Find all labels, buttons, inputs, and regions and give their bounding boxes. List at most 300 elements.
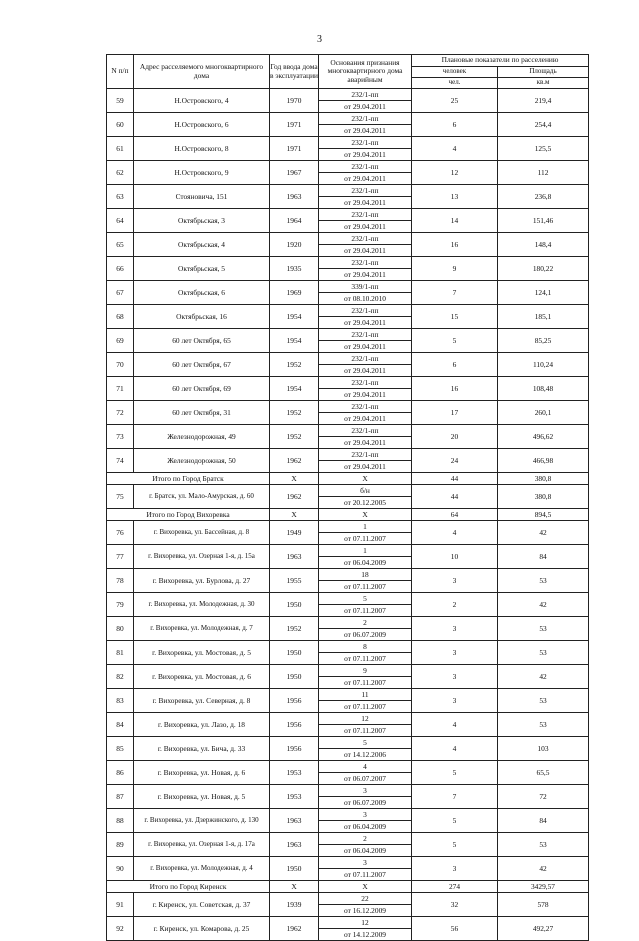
row-address: г. Вихоревка, ул. Лазо, д. 18 (134, 713, 270, 737)
row-people: 3 (412, 665, 498, 689)
basis-date: от 14.12.2006 (344, 750, 386, 759)
row-area: 85,25 (498, 329, 589, 353)
row-area: 496,62 (498, 425, 589, 449)
row-number: 68 (107, 305, 134, 329)
basis-number: 5 (319, 593, 411, 605)
header-basis: Основания признания многоквартирного дома аварийным (319, 55, 412, 89)
basis-number: 232/1-пп (319, 233, 411, 245)
row-number: 76 (107, 521, 134, 545)
row-basis (319, 281, 412, 305)
row-address: г. Вихоревка, ул. Озерная 1-я, д. 17а (134, 833, 270, 857)
table-row (107, 545, 589, 569)
row-number: 65 (107, 233, 134, 257)
row-address: г. Киренск, ул. Комарова, д. 25 (134, 917, 270, 941)
basis-number: 232/1-пп (319, 257, 411, 269)
table-row (107, 425, 589, 449)
table-header (107, 55, 589, 89)
row-number: 69 (107, 329, 134, 353)
row-area: 103 (498, 737, 589, 761)
row-basis (319, 713, 412, 737)
basis-date: от 29.04.2011 (344, 198, 386, 207)
basis-date: от 07.11.2007 (344, 582, 386, 591)
header-area: Площадь (498, 67, 589, 78)
total-people: 64 (412, 509, 498, 521)
total-area: 380,8 (498, 473, 589, 485)
total-people: 44 (412, 473, 498, 485)
row-address: г. Вихоревка, ул. Дзержинского, д. 130 (134, 809, 270, 833)
table-row (107, 161, 589, 185)
basis-date: от 16.12.2009 (344, 906, 386, 915)
row-basis (319, 569, 412, 593)
row-people: 4 (412, 521, 498, 545)
table-row (107, 713, 589, 737)
row-area: 42 (498, 521, 589, 545)
row-year: 1962 (270, 917, 319, 941)
basis-date: от 07.11.2007 (344, 870, 386, 879)
basis-date: от 08.10.2010 (344, 294, 386, 303)
row-area: 42 (498, 593, 589, 617)
row-year: 1971 (270, 113, 319, 137)
table-row (107, 689, 589, 713)
row-number: 87 (107, 785, 134, 809)
row-year: 1953 (270, 785, 319, 809)
basis-date: от 29.04.2011 (344, 414, 386, 423)
row-people: 7 (412, 785, 498, 809)
row-year: 1964 (270, 209, 319, 233)
row-address: Октябрьская, 4 (134, 233, 270, 257)
row-address: Октябрьская, 6 (134, 281, 270, 305)
row-area: 219,4 (498, 89, 589, 113)
row-address: г. Вихоревка, ул. Бича, д. 33 (134, 737, 270, 761)
row-people: 10 (412, 545, 498, 569)
row-year: 1963 (270, 833, 319, 857)
row-people: 6 (412, 113, 498, 137)
basis-date: от 29.04.2011 (344, 438, 386, 447)
row-year: 1954 (270, 377, 319, 401)
row-year: 1971 (270, 137, 319, 161)
header-people: человек (412, 67, 498, 78)
row-address: Н.Островского, 6 (134, 113, 270, 137)
basis-number: 232/1-пп (319, 305, 411, 317)
row-area: 578 (498, 893, 589, 917)
table-row (107, 857, 589, 881)
row-year: 1963 (270, 545, 319, 569)
row-people: 14 (412, 209, 498, 233)
row-people: 15 (412, 305, 498, 329)
row-number: 61 (107, 137, 134, 161)
row-year: 1969 (270, 281, 319, 305)
basis-number: 232/1-пп (319, 353, 411, 365)
row-basis (319, 665, 412, 689)
row-people: 13 (412, 185, 498, 209)
row-people: 12 (412, 161, 498, 185)
row-address: г. Вихоревка, ул. Озерная 1-я, д. 15а (134, 545, 270, 569)
row-number: 75 (107, 485, 134, 509)
row-area: 112 (498, 161, 589, 185)
row-basis (319, 377, 412, 401)
basis-number: 11 (319, 689, 411, 701)
row-basis (319, 641, 412, 665)
row-basis (319, 257, 412, 281)
row-year: 1953 (270, 761, 319, 785)
table-row (107, 257, 589, 281)
row-area: 53 (498, 617, 589, 641)
row-year: 1962 (270, 449, 319, 473)
row-basis (319, 185, 412, 209)
row-year: 1952 (270, 401, 319, 425)
basis-number: 8 (319, 641, 411, 653)
basis-date: от 29.04.2011 (344, 126, 386, 135)
row-basis (319, 449, 412, 473)
row-number: 64 (107, 209, 134, 233)
row-area: 260,1 (498, 401, 589, 425)
row-address: г. Вихоревка, ул. Молодежная, д. 30 (134, 593, 270, 617)
table-row (107, 917, 589, 941)
row-basis (319, 137, 412, 161)
row-people: 6 (412, 353, 498, 377)
basis-number: 2 (319, 617, 411, 629)
row-area: 72 (498, 785, 589, 809)
row-address: г. Вихоревка, ул. Бассейная, д. 8 (134, 521, 270, 545)
table-row (107, 449, 589, 473)
total-basis: X (319, 509, 412, 521)
row-year: 1952 (270, 617, 319, 641)
total-people: 274 (412, 881, 498, 893)
row-number: 89 (107, 833, 134, 857)
row-people: 44 (412, 485, 498, 509)
row-people: 32 (412, 893, 498, 917)
row-people: 5 (412, 809, 498, 833)
row-area: 492,27 (498, 917, 589, 941)
basis-number: 5 (319, 737, 411, 749)
row-people: 5 (412, 761, 498, 785)
row-basis (319, 857, 412, 881)
row-year: 1963 (270, 185, 319, 209)
row-address: Октябрьская, 5 (134, 257, 270, 281)
basis-date: от 07.11.2007 (344, 534, 386, 543)
row-basis (319, 545, 412, 569)
row-year: 1954 (270, 329, 319, 353)
row-address: 60 лет Октября, 65 (134, 329, 270, 353)
row-year: 1939 (270, 893, 319, 917)
row-people: 5 (412, 329, 498, 353)
basis-date: от 06.07.2007 (344, 774, 386, 783)
row-area: 254,4 (498, 113, 589, 137)
row-area: 84 (498, 809, 589, 833)
total-row (107, 509, 589, 521)
row-address: г. Вихоревка, ул. Новая, д. 6 (134, 761, 270, 785)
row-area: 53 (498, 641, 589, 665)
row-year: 1970 (270, 89, 319, 113)
basis-date: от 29.04.2011 (344, 102, 386, 111)
row-address: Н.Островского, 9 (134, 161, 270, 185)
basis-number: 22 (319, 893, 411, 905)
row-people: 16 (412, 233, 498, 257)
row-people: 4 (412, 713, 498, 737)
total-basis: X (319, 881, 412, 893)
basis-date: от 20.12.2005 (344, 498, 386, 507)
row-area: 53 (498, 833, 589, 857)
basis-date: от 06.04.2009 (344, 558, 386, 567)
row-address: Октябрьская, 16 (134, 305, 270, 329)
row-year: 1955 (270, 569, 319, 593)
basis-number: 3 (319, 809, 411, 821)
row-area: 124,1 (498, 281, 589, 305)
total-year: X (270, 881, 319, 893)
table-row (107, 353, 589, 377)
row-basis (319, 689, 412, 713)
row-area: 110,24 (498, 353, 589, 377)
total-year: X (270, 473, 319, 485)
table-row (107, 377, 589, 401)
table-row (107, 569, 589, 593)
table-row (107, 809, 589, 833)
row-area: 148,4 (498, 233, 589, 257)
table-row (107, 233, 589, 257)
table-row (107, 305, 589, 329)
row-address: г. Вихоревка, ул. Мостовая, д. 5 (134, 641, 270, 665)
row-number: 60 (107, 113, 134, 137)
basis-date: от 29.04.2011 (344, 174, 386, 183)
row-people: 5 (412, 833, 498, 857)
basis-date: от 29.04.2011 (344, 246, 386, 255)
basis-date: от 29.04.2011 (344, 318, 386, 327)
row-area: 42 (498, 665, 589, 689)
header-year: Год ввода дома в эксплуатации (270, 55, 319, 89)
basis-number: 232/1-пп (319, 161, 411, 173)
row-people: 3 (412, 689, 498, 713)
basis-date: от 29.04.2011 (344, 270, 386, 279)
row-people: 3 (412, 569, 498, 593)
basis-number: 2 (319, 833, 411, 845)
row-area: 53 (498, 569, 589, 593)
row-basis (319, 833, 412, 857)
basis-number: 232/1-пп (319, 89, 411, 101)
row-area: 180,22 (498, 257, 589, 281)
page-number: 3 (317, 34, 322, 45)
row-number: 66 (107, 257, 134, 281)
basis-number: б/н (319, 485, 411, 497)
table-row (107, 137, 589, 161)
row-area: 185,1 (498, 305, 589, 329)
row-area: 108,48 (498, 377, 589, 401)
table-row (107, 89, 589, 113)
basis-date: от 07.11.2007 (344, 702, 386, 711)
basis-number: 12 (319, 917, 411, 929)
table-row (107, 281, 589, 305)
row-basis (319, 89, 412, 113)
basis-number: 232/1-пп (319, 401, 411, 413)
basis-number: 232/1-пп (319, 209, 411, 221)
row-year: 1950 (270, 593, 319, 617)
row-basis (319, 161, 412, 185)
table-row (107, 521, 589, 545)
basis-number: 3 (319, 785, 411, 797)
row-number: 73 (107, 425, 134, 449)
row-basis (319, 761, 412, 785)
row-area: 380,8 (498, 485, 589, 509)
row-number: 59 (107, 89, 134, 113)
row-number: 79 (107, 593, 134, 617)
row-people: 4 (412, 137, 498, 161)
header-plan: Плановые показатели по расселению (412, 55, 589, 67)
row-year: 1952 (270, 425, 319, 449)
table-row (107, 113, 589, 137)
row-number: 82 (107, 665, 134, 689)
row-year: 1962 (270, 485, 319, 509)
row-year: 1956 (270, 713, 319, 737)
basis-date: от 06.04.2009 (344, 822, 386, 831)
row-year: 1956 (270, 737, 319, 761)
row-number: 71 (107, 377, 134, 401)
basis-date: от 29.04.2011 (344, 342, 386, 351)
row-address: г. Вихоревка, ул. Северная, д. 8 (134, 689, 270, 713)
row-year: 1950 (270, 641, 319, 665)
row-number: 83 (107, 689, 134, 713)
row-year: 1954 (270, 305, 319, 329)
row-basis (319, 809, 412, 833)
row-address: 60 лет Октября, 31 (134, 401, 270, 425)
basis-number: 3 (319, 857, 411, 869)
row-address: Стояновича, 151 (134, 185, 270, 209)
row-number: 80 (107, 617, 134, 641)
row-number: 81 (107, 641, 134, 665)
row-people: 17 (412, 401, 498, 425)
row-people: 3 (412, 617, 498, 641)
row-number: 86 (107, 761, 134, 785)
row-number: 74 (107, 449, 134, 473)
row-address: Железнодорожная, 50 (134, 449, 270, 473)
row-basis (319, 233, 412, 257)
basis-date: от 07.11.2007 (344, 726, 386, 735)
row-basis (319, 737, 412, 761)
row-people: 4 (412, 737, 498, 761)
row-number: 63 (107, 185, 134, 209)
row-number: 72 (107, 401, 134, 425)
table-row (107, 185, 589, 209)
row-year: 1950 (270, 857, 319, 881)
basis-number: 18 (319, 569, 411, 581)
row-basis (319, 209, 412, 233)
row-number: 84 (107, 713, 134, 737)
table-row (107, 665, 589, 689)
basis-date: от 07.11.2007 (344, 654, 386, 663)
row-address: Октябрьская, 3 (134, 209, 270, 233)
row-number: 67 (107, 281, 134, 305)
basis-number: 9 (319, 665, 411, 677)
basis-date: от 06.04.2009 (344, 846, 386, 855)
total-year: X (270, 509, 319, 521)
row-people: 2 (412, 593, 498, 617)
row-year: 1920 (270, 233, 319, 257)
basis-number: 232/1-пп (319, 185, 411, 197)
row-year: 1952 (270, 353, 319, 377)
header-unit-area: кв.м (498, 78, 589, 89)
row-area: 466,98 (498, 449, 589, 473)
row-number: 91 (107, 893, 134, 917)
table-row (107, 593, 589, 617)
total-row (107, 881, 589, 893)
basis-number: 232/1-пп (319, 113, 411, 125)
total-area: 894,5 (498, 509, 589, 521)
row-address: г. Вихоревка, ул. Молодежная, д. 7 (134, 617, 270, 641)
row-address: 60 лет Октября, 69 (134, 377, 270, 401)
row-number: 85 (107, 737, 134, 761)
row-address: Железнодорожная, 49 (134, 425, 270, 449)
basis-date: от 07.11.2007 (344, 606, 386, 615)
row-year: 1950 (270, 665, 319, 689)
row-address: г. Братск, ул. Мало-Амурская, д. 60 (134, 485, 270, 509)
row-area: 53 (498, 713, 589, 737)
row-basis (319, 113, 412, 137)
row-people: 7 (412, 281, 498, 305)
total-label: Итого по Город Вихоревка (107, 509, 270, 521)
basis-number: 1 (319, 521, 411, 533)
row-basis (319, 401, 412, 425)
row-area: 42 (498, 857, 589, 881)
basis-date: от 29.04.2011 (344, 150, 386, 159)
row-address: г. Вихоревка, ул. Бурлова, д. 27 (134, 569, 270, 593)
basis-date: от 06.07.2009 (344, 630, 386, 639)
table-body (107, 89, 589, 941)
header-address: Адрес расселяемого многоквартирного дома (134, 55, 270, 89)
table-row (107, 329, 589, 353)
row-area: 125,5 (498, 137, 589, 161)
row-basis (319, 521, 412, 545)
row-people: 56 (412, 917, 498, 941)
row-area: 151,46 (498, 209, 589, 233)
basis-number: 12 (319, 713, 411, 725)
row-basis (319, 917, 412, 941)
table-row (107, 761, 589, 785)
row-basis (319, 425, 412, 449)
basis-number: 232/1-пп (319, 329, 411, 341)
row-area: 65,5 (498, 761, 589, 785)
row-year: 1949 (270, 521, 319, 545)
row-address: г. Вихоревка, ул. Молодежная, д. 4 (134, 857, 270, 881)
table-row (107, 833, 589, 857)
total-basis: X (319, 473, 412, 485)
row-year: 1935 (270, 257, 319, 281)
header-unit-people: чел. (412, 78, 498, 89)
basis-date: от 14.12.2009 (344, 930, 386, 939)
row-number: 90 (107, 857, 134, 881)
row-year: 1963 (270, 809, 319, 833)
basis-number: 232/1-пп (319, 377, 411, 389)
basis-date: от 29.04.2011 (344, 390, 386, 399)
row-year: 1967 (270, 161, 319, 185)
row-basis (319, 593, 412, 617)
row-number: 77 (107, 545, 134, 569)
row-address: г. Вихоревка, ул. Мостовая, д. 6 (134, 665, 270, 689)
row-area: 53 (498, 689, 589, 713)
row-area: 84 (498, 545, 589, 569)
row-people: 9 (412, 257, 498, 281)
basis-date: от 29.04.2011 (344, 366, 386, 375)
row-basis (319, 617, 412, 641)
row-people: 20 (412, 425, 498, 449)
table-row (107, 737, 589, 761)
total-area: 3429,57 (498, 881, 589, 893)
row-address: г. Киренск, ул. Советская, д. 37 (134, 893, 270, 917)
row-basis (319, 305, 412, 329)
total-row (107, 473, 589, 485)
table-row (107, 485, 589, 509)
basis-number: 232/1-пп (319, 137, 411, 149)
row-people: 3 (412, 857, 498, 881)
table-row (107, 617, 589, 641)
total-label: Итого по Город Киренск (107, 881, 270, 893)
